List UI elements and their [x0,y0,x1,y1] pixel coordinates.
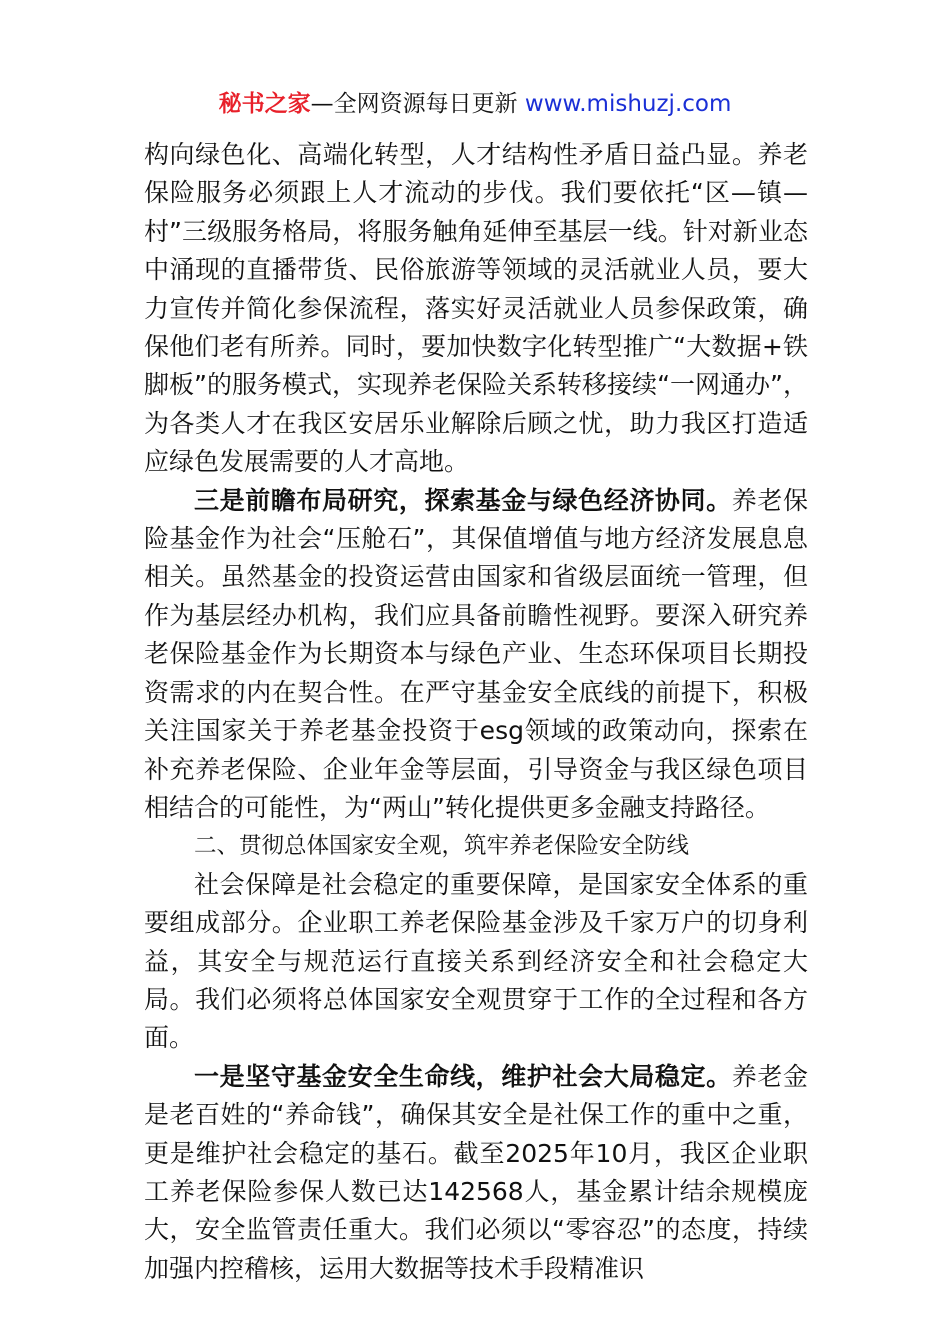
section-heading-2: 二、贯彻总体国家安全观，筑牢养老保险安全防线 [194,833,690,860]
header-tagline: —全网资源每日更新 [310,91,518,117]
website-link[interactable]: www.mishuzj.com [524,91,732,117]
paragraph-social-security: 社会保障是社会稳定的重要保障，是国家安全体系的重要组成部分。企业职工养老保险基金涉及千家万户的切身利益，其安全与规范运行直接关系到经济安全和社会稳定大局。我们必须将总体国家安全观贯穿于工作的全过程和各方面。 [144,869,808,1053]
page-header [0,88,950,120]
paragraph-body-text: 养老金是老百姓的“养命钱”，确保其安全是社保工作的重中之重，更是维护社会稳定的基石。截至2025年10月，我区企业职工养老保险参保人数已达142568人，基金累计结余规模庞大，安全监管责任重大。我们必须以“零容忍”的态度，持续加强内控稽核，运用大数据等技术手段精准识 [144,1061,808,1283]
document-body [144,136,808,1288]
paragraph-lead-1: 一是坚守基金安全生命线，维护社会大局稳定。 [194,1061,732,1091]
paragraph-fund-green-economy [144,482,808,828]
paragraph-lead-3: 三是前瞻布局研究，探索基金与绿色经济协同。 [194,485,732,515]
paragraph-fund-safety [144,1058,808,1288]
brand-name: 秘书之家 [218,91,311,117]
paragraph-body-text: 养老保险基金作为社会“压舱石”，其保值增值与地方经济发展息息相关。虽然基金的投资运营由国家和省级层面统一管理，但作为基层经办机构，我们应具备前瞻性视野。要深入研究养老保险基金作为长期资本与绿色产业、生态环保项目长期投资需求的内在契合性。在严守基金安全底线的前提下，积极关注国家关于养老基金投资于esg领域的政策动向，探索在补充养老保险、企业年金等层面，引导资金与我区绿色项目相结合的可能性，为“两山”转化提供更多金融支持路径。 [144,485,808,822]
paragraph-talent-services: 构向绿色化、高端化转型，人才结构性矛盾日益凸显。养老保险服务必须跟上人才流动的步伐。我们要依托“区—镇—村”三级服务格局，将服务触角延伸至基层一线。针对新业态中涌现的直播带货、民俗旅游等领域的灵活就业人员，要大力宣传并简化参保流程，落实好灵活就业人员参保政策，确保他们老有所养。同时，要加快数字化转型推广“大数据+铁脚板”的服务模式，实现养老保险关系转移接续“一网通办”，为各类人才在我区安居乐业解除后顾之忧，助力我区打造适应绿色发展需要的人才高地。 [144,140,808,477]
